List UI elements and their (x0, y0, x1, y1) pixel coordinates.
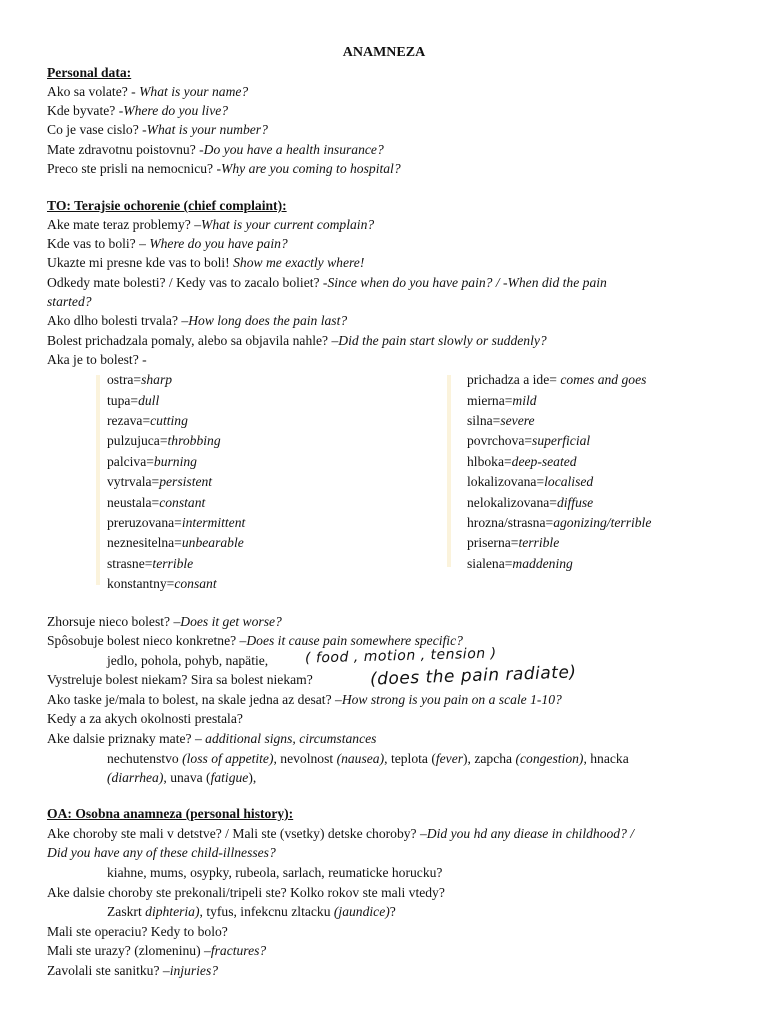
pain-term-right: hrozna/strasna=agonizing/terrible (467, 515, 652, 530)
question-line: started? (47, 294, 92, 309)
pain-term-left: konstantny=consant (107, 576, 217, 591)
question-line: Did you have any of these child-illnesses? (47, 845, 276, 860)
question-line: Ako taske je/mala to bolest, na skale jedna az desat? –How strong is you pain on a scale 1-10? (47, 692, 562, 707)
question-line: Mate zdravotnu poistovnu? -Do you have a health insurance? (47, 142, 384, 157)
section-heading-personal: Personal data: (47, 65, 132, 80)
question-line: Vystreluje bolest niekam? Sira sa bolest niekam? (47, 672, 313, 687)
pain-term-right: sialena=maddening (467, 556, 573, 571)
question-line: Zhorsuje nieco bolest? –Does it get worse? (47, 614, 282, 629)
pain-term-left: tupa=dull (107, 393, 160, 408)
pain-term-right: lokalizovana=localised (467, 474, 594, 489)
question-line: Ako sa volate? - What is your name? (47, 84, 249, 99)
question-line: Ake dalsie priznaky mate? – additional signs, circumstances (47, 731, 377, 746)
question-line: Ake mate teraz problemy? –What is your current complain? (47, 217, 375, 232)
highlight-marker (96, 375, 100, 585)
example-line: jedlo, pohola, pohyb, napätie, (107, 653, 269, 668)
pain-term-left: preruzovana=intermittent (107, 515, 246, 530)
section-heading-personal-history: OA: Osobna anamneza (personal history): (47, 806, 294, 821)
symptoms-line: (diarrhea), unava (fatigue), (107, 770, 257, 785)
pain-term-left: neustala=constant (107, 495, 206, 510)
question-line: Preco ste prisli na nemocnicu? -Why are you coming to hospital? (47, 161, 401, 176)
question-line: Kde vas to boli? – Where do you have pain? (47, 236, 288, 251)
pain-term-right: priserna=terrible (467, 535, 560, 550)
question-line: Kedy a za akych okolnosti prestala? (47, 711, 243, 726)
section-heading-chief-complaint: TO: Terajsie ochorenie (chief complaint): (47, 198, 287, 213)
question-line: Ake choroby ste mali v detstve? / Mali ste (vsetky) detske choroby? –Did you hd any diease in childhood? / (47, 826, 635, 841)
pain-term-right: povrchova=superficial (467, 433, 591, 448)
pain-term-left: pulzujuca=throbbing (107, 433, 221, 448)
question-line: Mali ste urazy? (zlomeninu) –fractures? (47, 943, 267, 958)
symptoms-line: nechutenstvo (loss of appetite), nevolnost (nausea), teplota (fever), zapcha (congestion), hnacka (107, 751, 629, 766)
example-line: Zaskrt diphteria), tyfus, infekcnu zltacku (jaundice)? (107, 904, 396, 919)
question-line: Kde byvate? -Where do you live? (47, 103, 229, 118)
example-line: kiahne, mums, osypky, rubeola, sarlach, reumaticke horucku? (107, 865, 443, 880)
page-title: ANAMNEZA (342, 45, 426, 60)
pain-term-right: silna=severe (467, 413, 535, 428)
pain-term-left: strasne=terrible (107, 556, 194, 571)
question-line: Odkedy mate bolesti? / Kedy vas to zacalo boliet? -Since when do you have pain? / -When did the pain (47, 275, 607, 290)
pain-term-right: mierna=mild (467, 393, 537, 408)
pain-term-left: ostra=sharp (107, 372, 173, 387)
pain-term-right: prichadza a ide= comes and goes (467, 372, 647, 387)
question-line: Spôsobuje bolest nieco konkretne? –Does it cause pain somewhere specific? (47, 633, 463, 648)
question-line: Bolest prichadzala pomaly, alebo sa objavila nahle? –Did the pain start slowly or suddenly? (47, 333, 547, 348)
question-line: Aka je to bolest? - (47, 352, 147, 367)
highlight-marker (447, 375, 451, 567)
pain-term-left: palciva=burning (107, 454, 197, 469)
question-line: Ake dalsie choroby ste prekonali/tripeli ste? Kolko rokov ste mali vtedy? (47, 885, 445, 900)
handwritten-note: (does the pain radiate) (369, 662, 577, 690)
question-line: Zavolali ste sanitku? –injuries? (47, 963, 219, 978)
question-line: Ako dlho bolesti trvala? –How long does the pain last? (47, 313, 348, 328)
pain-term-left: vytrvala=persistent (107, 474, 213, 489)
handwritten-note: ( food , motion , tension ) (304, 645, 497, 667)
pain-term-left: rezava=cutting (107, 413, 188, 428)
question-line: Ukazte mi presne kde vas to boli! Show me exactly where! (47, 255, 365, 270)
pain-term-left: neznesitelna=unbearable (107, 535, 244, 550)
question-line: Mali ste operaciu? Kedy to bolo? (47, 924, 228, 939)
pain-term-right: nelokalizovana=diffuse (467, 495, 594, 510)
pain-term-right: hlboka=deep-seated (467, 454, 577, 469)
question-line: Co je vase cislo? -What is your number? (47, 122, 268, 137)
